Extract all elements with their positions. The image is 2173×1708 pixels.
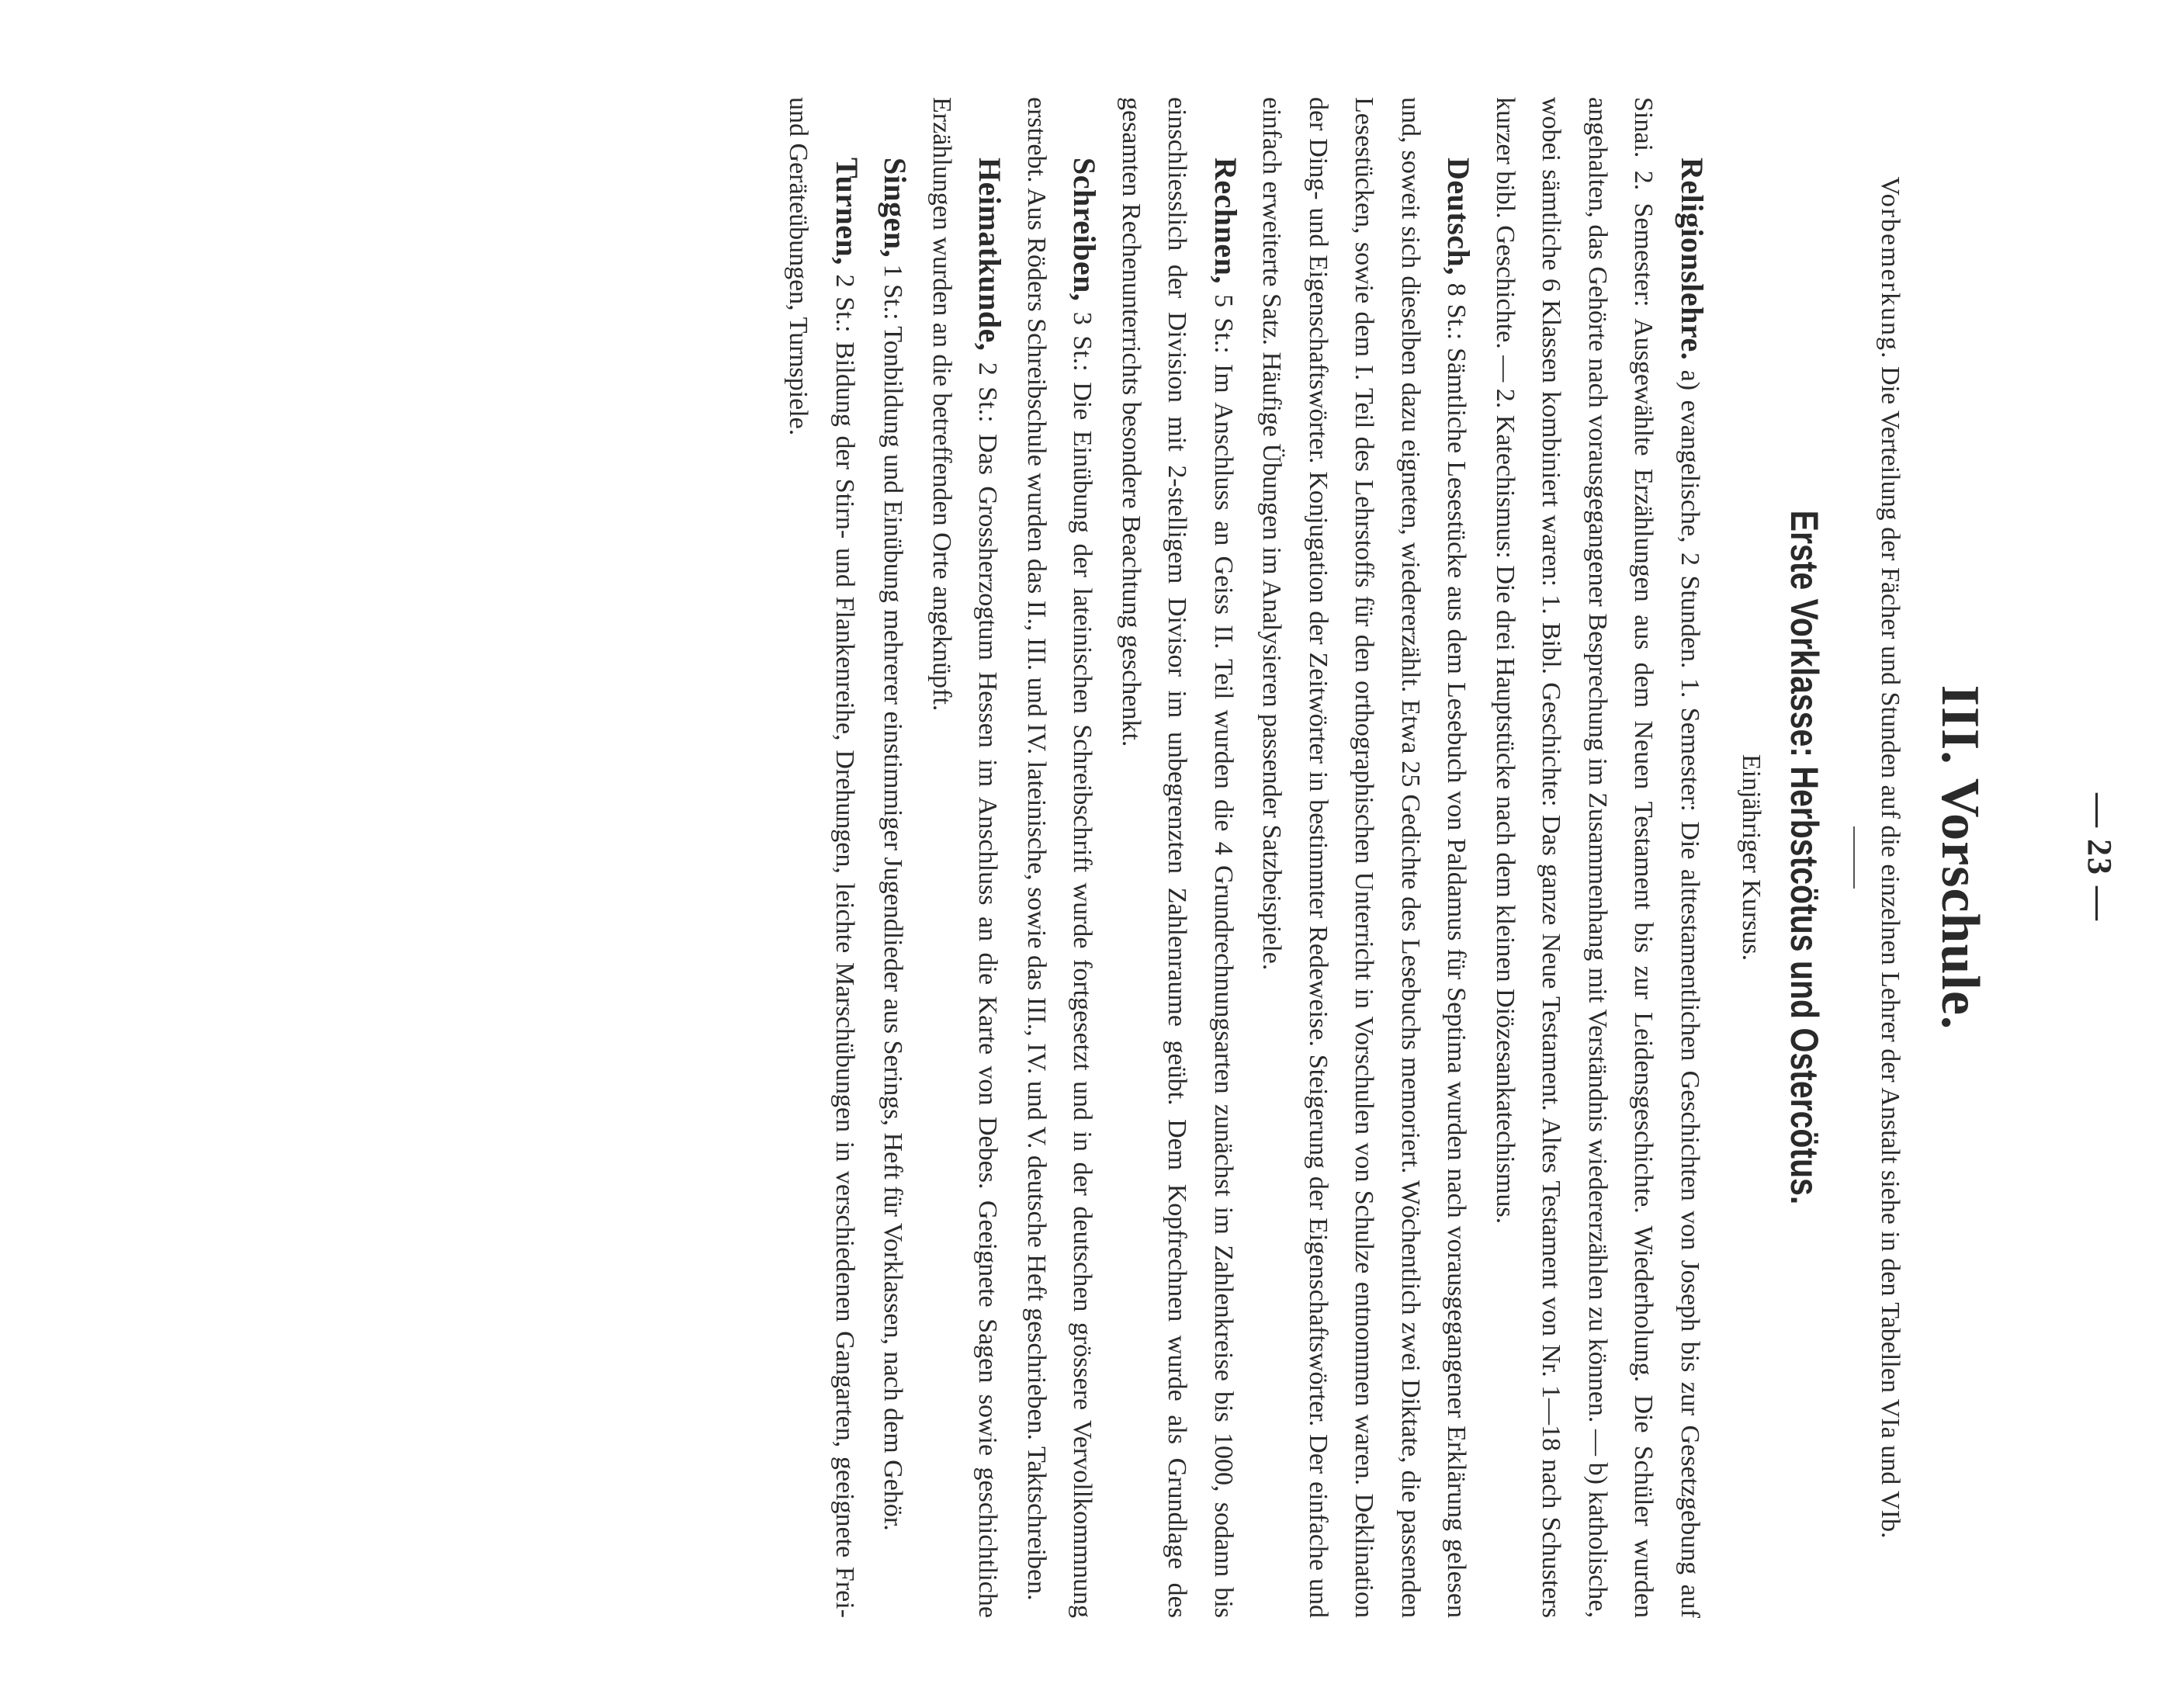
section-heading: Deutsch, <box>1441 158 1477 275</box>
section-religionslehre <box>1482 97 1716 1618</box>
page-number: — 23 — <box>2081 793 2119 922</box>
preliminary-note-text: Die Verteilung der Fächer und Stunden auf die einzelnen Lehrer der Anstalt siehe in den Tabellen VIa und VIb. <box>1876 366 1904 1539</box>
section-heading: Schreiben, <box>1067 158 1103 302</box>
section-text: 8 St.: Sämtliche Lesestücke aus dem Lesebuch von Paldamus für Septima wurden nach vorausgegangener Erklärung gelesen und, soweit sich dieselben dazu eigneten, wiedererzählt. Etwa 25 Gedichte des Lesebuchs memoriert. Wöchentlich zwei Diktate, die passenden Lesestücken, sowie dem I. Teil des Lehrstoffs für den orthographischen Unterricht in Vorschulen von Schulze entnommen waren. Deklination der Ding- und Eigenschaftswörter. Konjugation der Zeitwörter in bestimmter Redeweise. Steigerung der Eigenschaftswörter. Der einfache und einfach erweiterte Satz. Häufige Übungen im Analysieren passender Satzbeispiele. <box>1257 97 1471 1619</box>
section-heading: Singen, <box>878 158 913 258</box>
section-text: 2 St.: Das Grossherzogtum Hessen im Anschluss an die Karte von Debes. Geeignete Sagen sowie geschichtliche Erzählungen wurden an die betreffenden Orte angeknüpft. <box>927 97 1003 1618</box>
section-text: a) evangelische, 2 Stunden. 1. Semester: Die alttestamentlichen Geschichten von Joseph bis zur Gesetzgebung auf Sinai. 2. Semester: Ausgewählte Erzählungen aus dem Neuen Testament bis zur Leidensgeschichte. Wiederholung. Die Schüler wurden angehalten, das Gehörte nach vorausgegangener Besprechung im Zusammenhang mit Verständnis wiedererzählen zu können. — b) katholische, wobei sämtliche 6 Klassen kombiniert waren: 1. Bibl. Geschichte: Das ganze Neue Testament. Altes Testament von Nr. 1—18 nach Schusters kurzer bibl. Geschichte. — 2. Katechismus: Die drei Hauptstücke nach dem kleinen Diözesankatechismus. <box>1491 97 1704 1618</box>
section-turnen <box>775 97 870 1618</box>
section-heimatkunde <box>919 97 1014 1618</box>
section-heading: Rechnen, <box>1208 158 1243 284</box>
preliminary-note-label: Vorbemerkung. <box>1876 176 1904 360</box>
preliminary-note <box>1872 97 1908 1618</box>
section-heading: Turnen, <box>830 158 865 265</box>
section-schreiben <box>1014 97 1108 1618</box>
section-text: 2 St.: Bildung der Stirn- und Flankenreihe, Drehungen, leichte Marschübungen in verschiedenen Gangarten, geeignete Frei- und Geräteübungen, Turnspiele. <box>784 97 859 1618</box>
document-page <box>775 97 2119 1619</box>
section-rechnen <box>1108 97 1249 1618</box>
divider <box>1853 826 1855 889</box>
section-text: 5 St.: Im Anschluss an Geiss II. Teil wurden die 4 Grundrechnungsarten zunächst im Zahlenkreise bis 1000, sodann bis einschliesslich der Division mit 2-stelligem Divisor im unbegrenzten Zahlenraume geübt. Dem Kopfrechnen wurde als Grundlage des gesamten Rechenunterrichts besondere Beachtung geschenkt. <box>1117 97 1238 1619</box>
section-text: 1 St.: Tonbildung und Einübung mehrerer einstimmiger Jugendlieder aus Serings, Heft für Vorklassen, nach dem Gehör. <box>879 264 908 1531</box>
section-text: 3 St.: Die Einübung der lateinischen Schreibschrift wurde fortgesetzt und in der deutschen grössere Vervollkommnung erstrebt. Aus Röders Schreibschule wurden das II., III. und IV. lateinische, sowie das III., IV. und V. deutsche Heft geschrieben. Taktschreiben. <box>1022 97 1097 1619</box>
section-heading: Religionslehre. <box>1675 158 1710 361</box>
class-title: Erste Vorklasse: Herbstcötus und Ostercötus. <box>1783 510 1826 1205</box>
section-deutsch <box>1249 97 1482 1618</box>
section-heading: Heimatkunde, <box>972 158 1008 352</box>
section-singen <box>870 97 919 1618</box>
course-note: Einjähriger Kursus. <box>1737 754 1766 961</box>
section-title: III. Vorschule. <box>1930 684 1990 1031</box>
